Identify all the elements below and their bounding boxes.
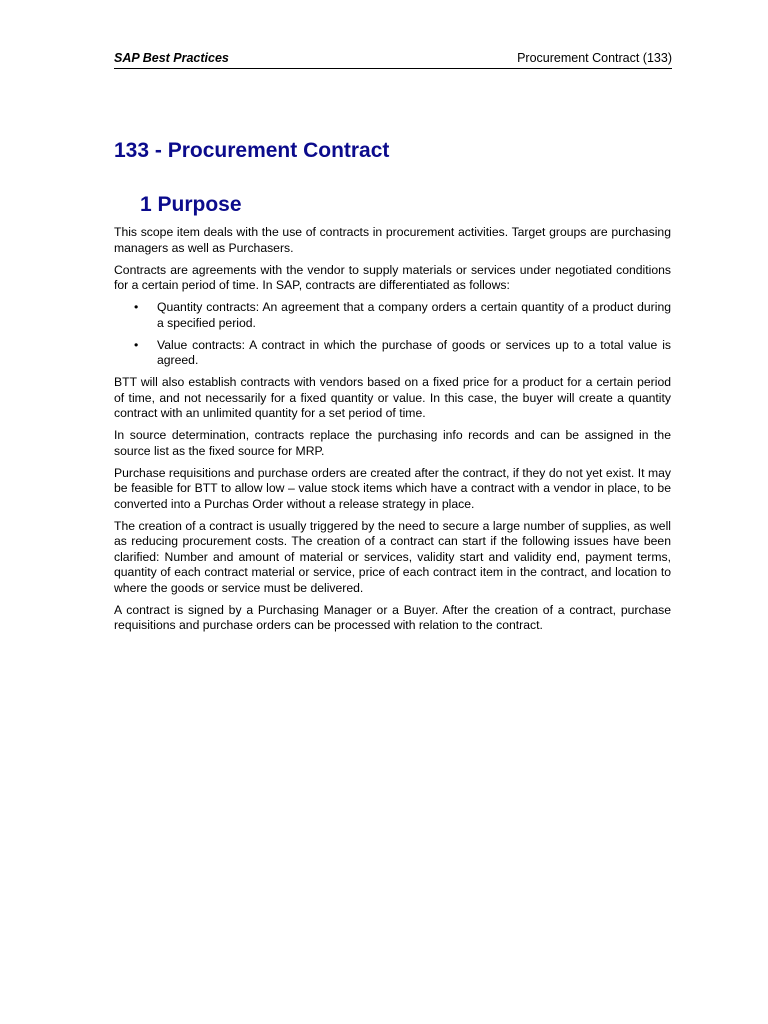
list-item (114, 300, 671, 331)
contract-types-list (114, 300, 671, 369)
bullet-icon: • (134, 300, 139, 314)
paragraph: Contracts are agreements with the vendor to supply materials or services under negotiated conditions for a certain period of time. In SAP, contracts are differentiated as follows: (114, 262, 671, 292)
paragraph: This scope item deals with the use of contracts in procurement activities. Target groups are purchasing managers as well as Purchasers. (114, 225, 671, 255)
paragraph: The creation of a contract is usually triggered by the need to secure a large number of supplies, as well as reducing procurement costs. The creation of a contract can start if the following issues have been clarified: Number and amount of material or services, validity start and validity end, payment terms, quantity of each contract material or service, price of each contract item in the contract, and location to where the goods or service must be delivered. (114, 518, 671, 595)
document-title: 133 - Procurement Contract (114, 139, 390, 162)
header-left-text: SAP Best Practices (114, 51, 229, 65)
document-body (114, 225, 671, 640)
paragraph: In source determination, contracts replace the purchasing info records and can be assigned in the source list as the fixed source for MRP. (114, 428, 671, 458)
paragraph: Purchase requisitions and purchase orders are created after the contract, if they do not yet exist. It may be feasible for BTT to allow low – value stock items which have a contract with a vendor in place, to be converted into a Purchas Order without a release strategy in place. (114, 465, 671, 511)
list-item (114, 338, 671, 369)
paragraph: BTT will also establish contracts with vendors based on a fixed price for a product for a certain period of time, and not necessarily for a fixed quantity or value. In this case, the buyer will create a quantity contract with an unlimited quantity for a set period of time. (114, 375, 671, 420)
bullet-icon: • (134, 337, 139, 352)
paragraph: A contract is signed by a Purchasing Manager or a Buyer. After the creation of a contract, purchase requisitions and purchase orders can be processed with relation to the contract. (114, 602, 671, 632)
list-item-text: Quantity contracts: An agreement that a company orders a certain quantity of a product during a specified period. (157, 300, 671, 330)
list-item-text: Value contracts: A contract in which the purchase of goods or services up to a total value is agreed. (157, 337, 671, 367)
header-right-text: Procurement Contract (133) (517, 51, 672, 65)
page-header (114, 48, 672, 69)
section-title: 1 Purpose (140, 193, 242, 216)
